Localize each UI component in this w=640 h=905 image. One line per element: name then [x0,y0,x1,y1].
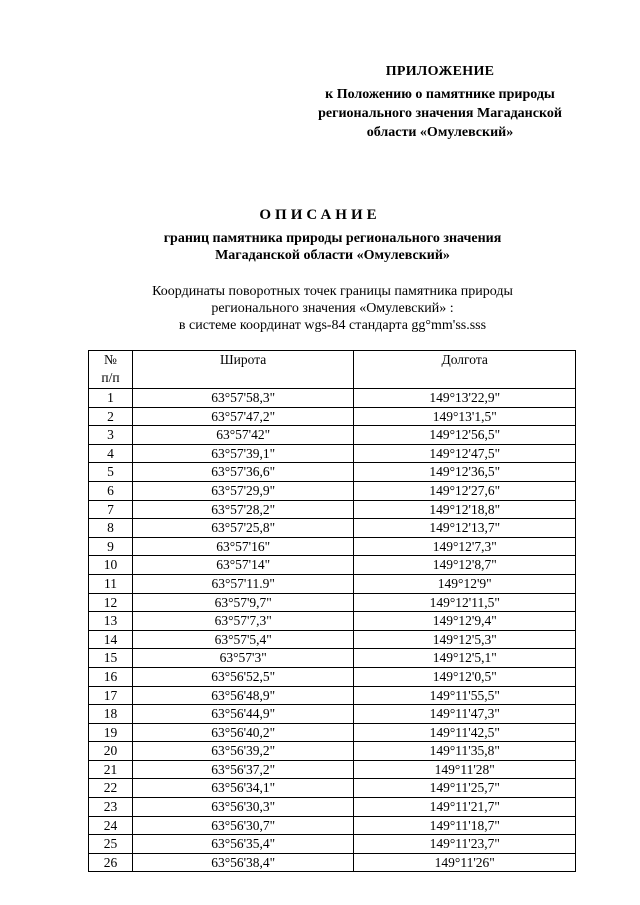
table-row [89,649,576,668]
latitude-cell: 63°57'14" [132,556,354,575]
row-number-cell: 21 [89,760,133,779]
table-row [89,389,576,408]
row-number-cell: 8 [89,519,133,538]
table-row [89,463,576,482]
latitude-cell: 63°57'16" [132,537,354,556]
table-row [89,798,576,817]
table-row [89,760,576,779]
table-row [89,667,576,686]
longitude-cell: 149°13'22,9" [354,389,576,408]
latitude-cell: 63°56'48,9" [132,686,354,705]
table-row [89,705,576,724]
appendix-block [290,62,590,142]
longitude-cell: 149°13'1,5" [354,407,576,426]
header-latitude: Широта [132,351,354,389]
row-number-cell: 16 [89,667,133,686]
row-number-cell: 11 [89,574,133,593]
table-row [89,723,576,742]
appendix-line-3: области «Омулевский» [366,125,514,140]
coordinates-line-3: в системе координат wgs-84 стандарта gg°mm'ss.sss [178,318,487,333]
header-number [89,351,133,389]
latitude-cell: 63°57'28,2" [132,500,354,519]
table-row [89,500,576,519]
longitude-cell: 149°11'28" [354,760,576,779]
latitude-cell: 63°57'9,7" [132,593,354,612]
latitude-cell: 63°56'52,5" [132,667,354,686]
row-number-cell: 2 [89,407,133,426]
longitude-cell: 149°11'47,3" [354,705,576,724]
table-row [89,426,576,445]
row-number-cell: 4 [89,444,133,463]
coordinates-line-1: Координаты поворотных точек границы памятника природы [152,284,513,299]
row-number-cell: 17 [89,686,133,705]
table-row [89,742,576,761]
latitude-cell: 63°57'29,9" [132,481,354,500]
latitude-cell: 63°56'30,3" [132,798,354,817]
row-number-cell: 1 [89,389,133,408]
table-row [89,593,576,612]
latitude-cell: 63°57'7,3" [132,612,354,631]
latitude-cell: 63°57'36,6" [132,463,354,482]
table-row [89,407,576,426]
latitude-cell: 63°56'37,2" [132,760,354,779]
latitude-cell: 63°56'39,2" [132,742,354,761]
appendix-title: ПРИЛОЖЕНИЕ [385,64,495,79]
subheading-line-1: границ памятника природы регионального значения [163,231,502,246]
row-number-cell: 15 [89,649,133,668]
latitude-cell: 63°57'39,1" [132,444,354,463]
table-row [89,556,576,575]
row-number-cell: 12 [89,593,133,612]
longitude-cell: 149°11'21,7" [354,798,576,817]
table-row [89,816,576,835]
table-row [89,686,576,705]
longitude-cell: 149°11'35,8" [354,742,576,761]
table-row [89,481,576,500]
appendix-line-1: к Положению о памятнике природы [325,87,555,102]
latitude-cell: 63°57'42" [132,426,354,445]
row-number-cell: 26 [89,853,133,872]
row-number-cell: 6 [89,481,133,500]
latitude-cell: 63°57'3" [132,649,354,668]
table-row [89,853,576,872]
longitude-cell: 149°11'18,7" [354,816,576,835]
table-row [89,630,576,649]
longitude-cell: 149°12'9,4" [354,612,576,631]
row-number-cell: 24 [89,816,133,835]
table-body [89,389,576,872]
latitude-cell: 63°56'35,4" [132,835,354,854]
longitude-cell: 149°12'9" [354,574,576,593]
row-number-cell: 25 [89,835,133,854]
longitude-cell: 149°12'5,3" [354,630,576,649]
longitude-cell: 149°12'11,5" [354,593,576,612]
header-number-line-1: № [104,352,117,367]
longitude-cell: 149°12'5,1" [354,649,576,668]
latitude-cell: 63°56'38,4" [132,853,354,872]
row-number-cell: 3 [89,426,133,445]
latitude-cell: 63°56'44,9" [132,705,354,724]
coordinates-line-2: регионального значения «Омулевский» : [211,301,454,316]
header-longitude: Долгота [354,351,576,389]
longitude-cell: 149°12'0,5" [354,667,576,686]
appendix-line-2: регионального значения Магаданской [318,106,562,121]
document-heading: ОПИСАНИЕ [259,207,381,223]
subheading-line-2: Магаданской области «Омулевский» [215,248,450,263]
coordinates-table [88,350,576,872]
table-row [89,444,576,463]
table-row [89,612,576,631]
table-row [89,574,576,593]
longitude-cell: 149°12'13,7" [354,519,576,538]
latitude-cell: 63°57'58,3" [132,389,354,408]
longitude-cell: 149°11'42,5" [354,723,576,742]
latitude-cell: 63°57'25,8" [132,519,354,538]
longitude-cell: 149°12'8,7" [354,556,576,575]
longitude-cell: 149°12'27,6" [354,481,576,500]
longitude-cell: 149°11'26" [354,853,576,872]
row-number-cell: 14 [89,630,133,649]
row-number-cell: 22 [89,779,133,798]
table-row [89,779,576,798]
row-number-cell: 13 [89,612,133,631]
row-number-cell: 20 [89,742,133,761]
row-number-cell: 23 [89,798,133,817]
longitude-cell: 149°12'18,8" [354,500,576,519]
row-number-cell: 10 [89,556,133,575]
longitude-cell: 149°12'36,5" [354,463,576,482]
header-number-line-2: п/п [101,370,120,385]
latitude-cell: 63°56'30,7" [132,816,354,835]
row-number-cell: 18 [89,705,133,724]
longitude-cell: 149°12'7,3" [354,537,576,556]
latitude-cell: 63°56'34,1" [132,779,354,798]
coordinates-description [0,283,640,334]
longitude-cell: 149°11'23,7" [354,835,576,854]
table-row [89,835,576,854]
latitude-cell: 63°57'11.9" [132,574,354,593]
row-number-cell: 7 [89,500,133,519]
latitude-cell: 63°57'47,2" [132,407,354,426]
latitude-cell: 63°56'40,2" [132,723,354,742]
row-number-cell: 5 [89,463,133,482]
table-header-row [89,351,576,389]
table-row [89,519,576,538]
document-subheading [0,230,640,264]
longitude-cell: 149°12'47,5" [354,444,576,463]
longitude-cell: 149°12'56,5" [354,426,576,445]
row-number-cell: 19 [89,723,133,742]
row-number-cell: 9 [89,537,133,556]
table-row [89,537,576,556]
longitude-cell: 149°11'55,5" [354,686,576,705]
latitude-cell: 63°57'5,4" [132,630,354,649]
longitude-cell: 149°11'25,7" [354,779,576,798]
